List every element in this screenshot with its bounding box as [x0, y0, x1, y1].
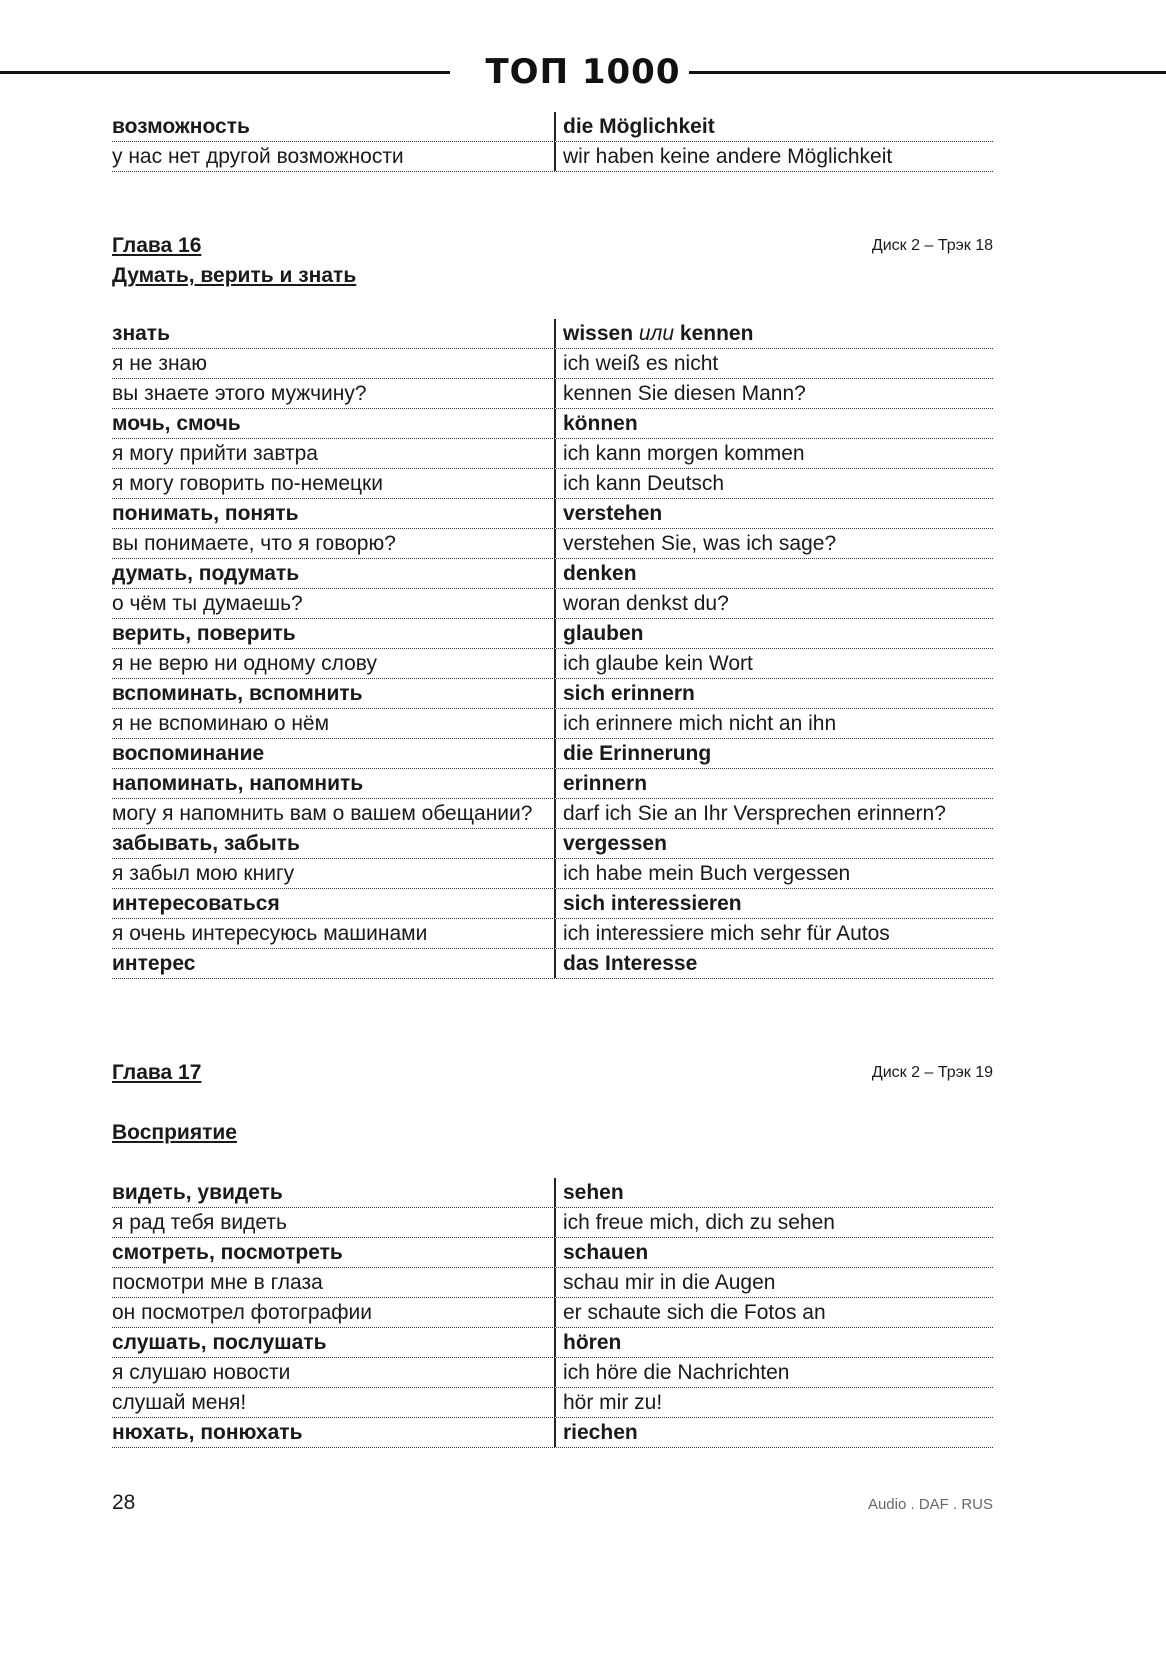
russian-cell: интересоваться	[112, 889, 556, 918]
german-cell	[556, 1238, 993, 1267]
german-text: wissen	[563, 322, 639, 345]
german-text: sich erinnern	[563, 682, 695, 705]
table-row	[112, 529, 993, 559]
table-row	[112, 439, 993, 469]
german-cell	[556, 859, 993, 888]
german-text: sehen	[563, 1181, 624, 1204]
table-row	[112, 589, 993, 619]
vocab-table-0	[112, 112, 993, 172]
german-text: verstehen	[563, 502, 663, 525]
page-number: 28	[112, 1491, 136, 1514]
german-text: verstehen Sie, was ich sage?	[563, 532, 837, 555]
german-cell	[556, 739, 993, 768]
german-cell	[556, 1208, 993, 1237]
table-row	[112, 1178, 993, 1208]
german-text: ich freue mich, dich zu sehen	[563, 1211, 835, 1234]
german-cell	[556, 1418, 993, 1447]
table-row	[112, 799, 993, 829]
german-text: hör mir zu!	[563, 1391, 663, 1414]
german-cell	[556, 142, 993, 171]
german-cell	[556, 1388, 993, 1417]
german-text: kennen Sie diesen Mann?	[563, 382, 806, 405]
table-row	[112, 679, 993, 709]
table-row	[112, 112, 993, 142]
german-cell	[556, 919, 993, 948]
german-text: ich habe mein Buch vergessen	[563, 862, 851, 885]
russian-cell: о чём ты думаешь?	[112, 589, 556, 618]
vocab-table-16	[112, 319, 993, 979]
table-row	[112, 1328, 993, 1358]
table-row	[112, 919, 993, 949]
german-text: die Möglichkeit	[563, 115, 715, 138]
russian-cell: я могу прийти завтра	[112, 439, 556, 468]
russian-cell: напоминать, напомнить	[112, 769, 556, 798]
table-row	[112, 349, 993, 379]
german-text: ich interessiere mich sehr für Autos	[563, 922, 890, 945]
russian-cell: он посмотрел фотографии	[112, 1298, 556, 1327]
german-text: ich erinnere mich nicht an ihn	[563, 712, 837, 735]
german-text: er schaute sich die Fotos an	[563, 1301, 826, 1324]
russian-cell: я могу говорить по-немецки	[112, 469, 556, 498]
russian-cell: я не вспоминаю о нём	[112, 709, 556, 738]
german-cell	[556, 799, 993, 828]
russian-cell: возможность	[112, 112, 556, 141]
german-text: kennen	[674, 322, 754, 345]
table-row	[112, 769, 993, 799]
german-cell	[556, 439, 993, 468]
german-cell	[556, 889, 993, 918]
german-text: hören	[563, 1331, 622, 1354]
russian-cell: я забыл мою книгу	[112, 859, 556, 888]
russian-cell: посмотри мне в глаза	[112, 1268, 556, 1297]
russian-cell: верить, поверить	[112, 619, 556, 648]
table-row	[112, 859, 993, 889]
conjunction-text: или	[638, 322, 675, 345]
german-text: schau mir in die Augen	[563, 1271, 776, 1294]
german-cell	[556, 409, 993, 438]
table-row	[112, 379, 993, 409]
german-cell	[556, 1328, 993, 1357]
russian-cell: забывать, забыть	[112, 829, 556, 858]
russian-cell: вы знаете этого мужчину?	[112, 379, 556, 408]
russian-cell: я не верю ни одному слову	[112, 649, 556, 678]
german-text: das Interesse	[563, 952, 698, 975]
chapter-17-title: Глава 17	[112, 1061, 202, 1084]
german-cell	[556, 619, 993, 648]
footer-label: Audio . DAF . RUS	[867, 1496, 993, 1513]
table-row	[112, 829, 993, 859]
table-row	[112, 709, 993, 739]
page-header	[0, 52, 1166, 92]
german-cell	[556, 769, 993, 798]
russian-cell: интерес	[112, 949, 556, 978]
german-cell	[556, 1298, 993, 1327]
russian-cell: понимать, понять	[112, 499, 556, 528]
german-text: die Erinnerung	[563, 742, 712, 765]
german-cell	[556, 349, 993, 378]
german-text: ich kann Deutsch	[563, 472, 725, 495]
german-cell	[556, 529, 993, 558]
table-row	[112, 142, 993, 172]
german-cell	[556, 679, 993, 708]
german-cell	[556, 829, 993, 858]
russian-cell: слушать, послушать	[112, 1328, 556, 1357]
table-row	[112, 1418, 993, 1448]
russian-cell: нюхать, понюхать	[112, 1418, 556, 1447]
russian-cell: мочь, смочь	[112, 409, 556, 438]
table-row	[112, 319, 993, 349]
russian-cell: знать	[112, 319, 556, 348]
german-cell	[556, 499, 993, 528]
german-cell	[556, 559, 993, 588]
german-text: ich höre die Nachrichten	[563, 1361, 790, 1384]
german-cell	[556, 1358, 993, 1387]
table-row	[112, 1238, 993, 1268]
table-row	[112, 1268, 993, 1298]
german-text: vergessen	[563, 832, 667, 855]
vocab-table-17	[112, 1178, 993, 1448]
german-text: ich kann morgen kommen	[563, 442, 805, 465]
table-row	[112, 1358, 993, 1388]
table-row	[112, 1298, 993, 1328]
german-text: ich glaube kein Wort	[563, 652, 753, 675]
german-cell	[556, 589, 993, 618]
german-text: erinnern	[563, 772, 648, 795]
german-text: darf ich Sie an Ihr Versprechen erinnern?	[563, 802, 946, 825]
chapter-16-title: Глава 16	[112, 234, 202, 257]
table-row	[112, 889, 993, 919]
table-row	[112, 1388, 993, 1418]
table-row	[112, 559, 993, 589]
chapter-16-subtitle: Думать, верить и знать	[112, 264, 357, 287]
german-text: ich weiß es nicht	[563, 352, 719, 375]
chapter-16-disk: Диск 2 – Трэк 18	[871, 237, 993, 254]
table-row	[112, 619, 993, 649]
german-cell	[556, 1178, 993, 1207]
german-cell	[556, 379, 993, 408]
russian-cell: я не знаю	[112, 349, 556, 378]
german-cell	[556, 949, 993, 978]
russian-cell: воспоминание	[112, 739, 556, 768]
chapter-17-disk: Диск 2 – Трэк 19	[871, 1064, 993, 1081]
german-cell	[556, 112, 993, 141]
table-row	[112, 739, 993, 769]
table-row	[112, 469, 993, 499]
german-text: riechen	[563, 1421, 638, 1444]
russian-cell: у нас нет другой возможности	[112, 142, 556, 171]
russian-cell: думать, подумать	[112, 559, 556, 588]
german-cell	[556, 1268, 993, 1297]
german-text: wir haben keine andere Möglichkeit	[563, 145, 893, 168]
chapter-17-subtitle: Восприятие	[112, 1121, 237, 1144]
table-row	[112, 949, 993, 979]
german-cell	[556, 469, 993, 498]
russian-cell: я рад тебя видеть	[112, 1208, 556, 1237]
table-row	[112, 649, 993, 679]
german-text: denken	[563, 562, 637, 585]
header-title: ТОП 1000	[477, 52, 688, 92]
german-cell	[556, 649, 993, 678]
russian-cell: смотреть, посмотреть	[112, 1238, 556, 1267]
german-text: woran denkst du?	[563, 592, 729, 615]
german-text: schauen	[563, 1241, 649, 1264]
german-text: sich interessieren	[563, 892, 742, 915]
table-row	[112, 499, 993, 529]
table-row	[112, 409, 993, 439]
table-row	[112, 1208, 993, 1238]
russian-cell: слушай меня!	[112, 1388, 556, 1417]
russian-cell: я очень интересуюсь машинами	[112, 919, 556, 948]
german-cell	[556, 319, 993, 348]
russian-cell: могу я напомнить вам о вашем обещании?	[112, 799, 556, 828]
russian-cell: вы понимаете, что я говорю?	[112, 529, 556, 558]
russian-cell: я слушаю новости	[112, 1358, 556, 1387]
russian-cell: вспоминать, вспомнить	[112, 679, 556, 708]
german-cell	[556, 709, 993, 738]
german-text: können	[563, 412, 638, 435]
german-text: glauben	[563, 622, 644, 645]
russian-cell: видеть, увидеть	[112, 1178, 556, 1207]
